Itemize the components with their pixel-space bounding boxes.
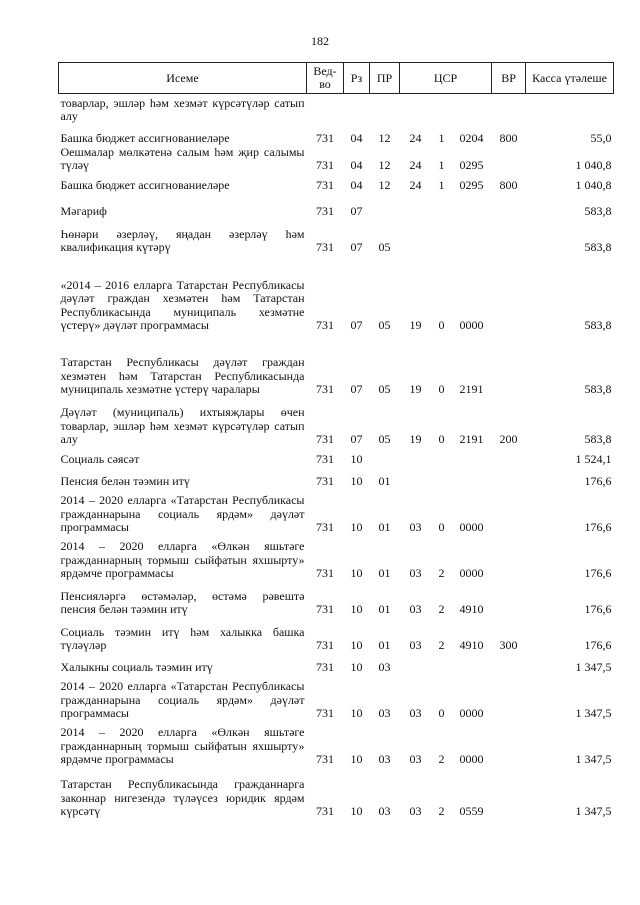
cell-c3: 4910 [459,602,484,616]
table-body [59,94,614,819]
cell-ved: 731 [316,240,334,254]
cell-amount: 1 524,1 [575,452,612,466]
cell-c1: 03 [409,706,422,720]
cell-pr: 01 [378,520,391,534]
cell-pr: 05 [378,382,391,396]
cell-pr: 03 [378,660,391,674]
cell-name: Башка бюджет ассигнованиеләре [60,131,230,145]
cell-rz: 10 [350,804,363,818]
cell-rz: 10 [350,566,363,580]
cell-c3: 0295 [459,158,484,172]
cell-ved: 731 [316,432,334,446]
cell-amount: 1 347,5 [575,804,612,818]
cell-amount: 1 347,5 [575,660,612,674]
cell-vr [492,333,526,397]
cell-pr: 03 [378,804,391,818]
cell-vr: 800 [499,178,518,192]
cell-c2: 1 [438,158,445,172]
cell-c1 [400,467,432,489]
cell-ved: 731 [316,382,334,396]
table-row [59,721,614,767]
cell-c3: 2191 [459,432,484,446]
cell-c1 [400,193,432,219]
cell-c2: 2 [438,566,445,580]
cell-c3: 2191 [459,382,484,396]
cell-ved: 731 [316,204,334,218]
table-row [59,675,614,721]
cell-c3: 4910 [459,638,484,652]
cell-vr [492,219,526,255]
table-header [59,63,614,94]
cell-rz: 04 [350,131,363,145]
header-vr: ВР [492,63,526,94]
cell-pr: 05 [378,240,391,254]
cell-ved: 731 [316,520,334,534]
cell-amount: 176,6 [584,520,612,534]
continuation-row [59,94,614,124]
cell-c3: 0000 [459,318,484,332]
cell-ved: 731 [316,752,334,766]
cell-name: 2014 – 2020 елларга «Өлкән яшьтәге гражданнарның тормыш сыйфатын яхшырту» ярдәмче программасы [60,539,305,580]
cell-amount: 1 347,5 [575,706,612,720]
header-ved: Вед-во [307,63,344,94]
cell-rz: 07 [350,240,363,254]
cell-ved: 731 [316,638,334,652]
cell-c3: 0000 [459,706,484,720]
cell-pr: 01 [378,602,391,616]
cell-vr [492,467,526,489]
cell-ved: 731 [316,566,334,580]
cell-name: Халыкны социаль тәэмин итү [60,660,213,674]
cell-pr: 03 [378,752,391,766]
cell-pr: 05 [378,432,391,446]
cell-rz: 10 [350,752,363,766]
cell-pr: 12 [378,131,391,145]
cell-ved: 731 [316,178,334,192]
cell-amount: 176,6 [584,602,612,616]
cell-c3: 0000 [459,752,484,766]
cell-rz: 07 [350,318,363,332]
cell-c1: 03 [409,520,422,534]
cell-name: «2014 – 2016 елларга Татарстан Республикасы дәүләт граждан хезмәтен һәм Татарстан Республикасында муниципаль хезмәтне үстерү» дәүләт программасы [60,277,305,332]
header-name: Исеме [59,63,307,94]
cell-c1: 24 [409,158,422,172]
cell-rz: 07 [350,432,363,446]
continuation-text: товарлар, эшләр һәм хезмәт күрсәтүләр сатып алу [60,95,305,123]
cell-amount: 583,8 [584,240,612,254]
cell-c2 [432,219,452,255]
cell-rz: 10 [350,638,363,652]
cell-c1: 19 [409,432,422,446]
page-number: 182 [311,34,329,48]
table-row [59,193,614,219]
cell-c1 [400,219,432,255]
cell-c2: 2 [438,602,445,616]
cell-c2 [432,447,452,467]
cell-vr [492,721,526,767]
table-row [59,447,614,467]
table-row [59,146,614,173]
cell-ved: 731 [316,474,334,488]
cell-pr: 12 [378,158,391,172]
cell-c3 [452,653,492,675]
cell-name: Татарстан Республикасы дәүләт граждан хезмәтен һәм Татарстан Республикасында муниципаль хезмәтне үстерү чаралары [60,355,305,396]
cell-name: Һөнәри әзерләү, яңадан әзерләү һәм квалификация күтәрү [60,226,305,254]
cell-name: Пенсияләргә өстәмәләр, өстәмә рәвештә пенсия белән тәэмин итү [60,588,305,616]
header-csr: ЦСР [400,63,492,94]
cell-c1: 03 [409,602,422,616]
cell-c2: 2 [438,638,445,652]
cell-ved: 731 [316,158,334,172]
cell-amount: 176,6 [584,638,612,652]
budget-table [58,62,614,819]
cell-pr: 01 [378,566,391,580]
cell-c3 [452,467,492,489]
cell-c1: 19 [409,382,422,396]
cell-vr [492,653,526,675]
table-row [59,219,614,255]
cell-name: Пенсия белән тәэмин итү [60,474,190,488]
cell-name: Социаль тәэмин итү һәм халыкка башка түләүләр [60,624,305,652]
cell-pr: 03 [378,706,391,720]
cell-vr [492,146,526,173]
cell-c3: 0000 [459,520,484,534]
cell-ved: 731 [316,660,334,674]
cell-c1: 19 [409,318,422,332]
cell-name: Татарстан Республикасында гражданнарга законнар нигезендә түләүсез юридик ярдәм күрсәтү [60,777,305,818]
cell-vr: 200 [499,432,518,446]
cell-c2: 0 [438,520,445,534]
cell-ved: 731 [316,318,334,332]
cell-vr [492,489,526,535]
cell-rz: 04 [350,178,363,192]
cell-name: Дәүләт (муниципаль) ихтыяҗлары өчен товарлар, эшләр һәм хезмәт күрсәтүләр сатып алу [60,405,305,446]
header-pr: ПР [370,63,400,94]
cell-vr [492,193,526,219]
cell-pr: 01 [378,638,391,652]
cell-pr: 12 [378,178,391,192]
cell-c2: 1 [438,178,445,192]
cell-c1: 03 [409,752,422,766]
cell-c2 [432,467,452,489]
cell-name: Социаль сәясәт [60,452,140,466]
cell-rz: 10 [350,660,363,674]
table-row [59,173,614,193]
cell-vr: 800 [499,131,518,145]
table-row [59,617,614,653]
table-row [59,255,614,333]
cell-c2 [432,653,452,675]
cell-c1 [400,447,432,467]
cell-ved: 731 [316,452,334,466]
header-kassa: Касса үтәлеше [526,63,614,94]
cell-name: Оешмалар мөлкәтенә салым һәм җир салымы түләү [60,144,305,172]
cell-name: 2014 – 2020 елларга «Татарстан Республикасы гражданнарына социаль ярдәм» дәүләт программасы [60,493,305,534]
header-rz: Рз [344,63,370,94]
cell-c3: 0295 [459,178,484,192]
cell-rz: 07 [350,382,363,396]
cell-c3: 0559 [459,804,484,818]
cell-vr [492,535,526,581]
cell-amount: 176,6 [584,566,612,580]
cell-vr [492,447,526,467]
table-row [59,467,614,489]
cell-c1 [400,653,432,675]
cell-rz: 10 [350,520,363,534]
cell-c3: 0000 [459,566,484,580]
table-row [59,124,614,146]
cell-pr: 01 [378,474,391,488]
cell-c3 [452,447,492,467]
cell-c2 [432,193,452,219]
cell-amount: 1 040,8 [575,158,612,172]
cell-pr: 05 [378,318,391,332]
cell-ved: 731 [316,804,334,818]
cell-rz: 10 [350,602,363,616]
table-row [59,333,614,397]
cell-rz: 10 [350,452,363,466]
cell-name: Башка бюджет ассигнованиеләре [60,178,230,192]
cell-rz: 10 [350,706,363,720]
cell-c1: 24 [409,178,422,192]
cell-c3 [452,219,492,255]
cell-vr [492,581,526,617]
cell-c3: 0204 [459,131,484,145]
cell-vr [492,767,526,819]
table-row [59,767,614,819]
cell-amount: 55,0 [590,131,612,145]
cell-c1: 03 [409,638,422,652]
cell-c1: 03 [409,566,422,580]
cell-amount: 1 347,5 [575,752,612,766]
cell-pr [370,447,400,467]
cell-c3 [452,193,492,219]
table-row [59,535,614,581]
cell-name: Мәгариф [60,204,107,218]
cell-rz: 10 [350,474,363,488]
cell-vr: 300 [499,638,518,652]
cell-amount: 1 040,8 [575,178,612,192]
cell-ved: 731 [316,602,334,616]
cell-ved: 731 [316,131,334,145]
table-row [59,653,614,675]
cell-c2: 1 [438,131,445,145]
table-row [59,397,614,447]
cell-vr [492,675,526,721]
cell-c2: 0 [438,432,445,446]
cell-c2: 2 [438,752,445,766]
cell-rz: 07 [350,204,363,218]
cell-name: 2014 – 2020 елларга «Өлкән яшьтәге гражданнарның тормыш сыйфатын яхшырту» ярдәмче программасы [60,725,305,766]
cell-ved: 731 [316,706,334,720]
table-row [59,489,614,535]
cell-rz: 04 [350,158,363,172]
cell-amount: 583,8 [584,318,612,332]
cell-amount: 176,6 [584,474,612,488]
cell-c1: 03 [409,804,422,818]
table-row [59,581,614,617]
cell-c2: 0 [438,706,445,720]
cell-pr [370,193,400,219]
cell-c2: 0 [438,382,445,396]
cell-c1: 24 [409,131,422,145]
cell-vr [492,255,526,333]
cell-c2: 2 [438,804,445,818]
cell-amount: 583,8 [584,432,612,446]
cell-c2: 0 [438,318,445,332]
cell-amount: 583,8 [584,382,612,396]
cell-amount: 583,8 [584,204,612,218]
cell-name: 2014 – 2020 елларга «Татарстан Республикасы гражданнарына социаль ярдәм» дәүләт программасы [60,679,305,720]
